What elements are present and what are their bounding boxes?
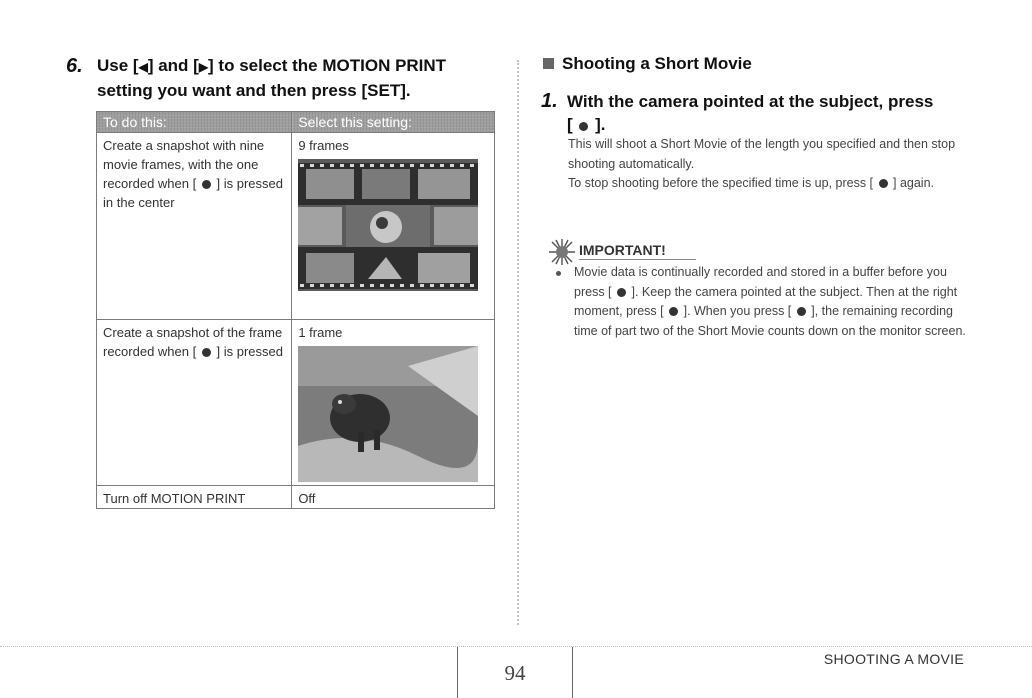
step-heading-line1: Use [◀] and [▶] to select the MOTION PRINT: [97, 56, 447, 75]
important-text: Movie data is continually recorded and stored in a buffer before you press [ ]. Keep the camera pointed at the subject. Then at the right moment, press [ ]. When you press [ ], the remaining recording time of part two of the Short Movie counts down on the monitor screen.: [574, 265, 966, 338]
step-heading-line2: [ ].: [567, 115, 606, 134]
page-number-box: [457, 647, 573, 698]
step-heading-line2: setting you want and then press [SET].: [97, 81, 411, 100]
table-cell-setting: [292, 133, 495, 320]
shutter-button-icon: [617, 288, 626, 297]
table-row: [97, 133, 495, 320]
setting-value: 9 frames: [298, 138, 349, 153]
section-marker-icon: [543, 58, 554, 69]
step-heading: [567, 90, 977, 136]
setting-value: 1 frame: [298, 325, 343, 340]
section-title: Shooting a Short Movie: [562, 54, 752, 73]
shutter-button-icon: [202, 348, 211, 357]
nine-frame-sample-image: [298, 159, 478, 291]
table-header-setting: Select this setting:: [292, 112, 495, 133]
table-header-row: [97, 112, 495, 133]
table-cell-setting: Off: [292, 486, 495, 509]
single-frame-sample-image: [298, 346, 478, 482]
important-note: [556, 263, 971, 341]
table-row: [97, 320, 495, 486]
shutter-button-icon: [879, 179, 888, 188]
step-number: 1.: [541, 90, 558, 112]
step-number: 6.: [66, 55, 83, 77]
paragraph: This will shoot a Short Movie of the length you specified and then stop shooting automatically.: [568, 137, 956, 171]
shutter-button-icon: [579, 122, 588, 131]
footer-section-label: SHOOTING A MOVIE: [823, 651, 964, 667]
step-heading: [97, 54, 507, 102]
shutter-button-icon: [202, 180, 211, 189]
table-cell-description: Turn off MOTION PRINT: [97, 486, 292, 509]
table-row: [97, 486, 495, 509]
shutter-button-icon: [797, 307, 806, 316]
important-label: IMPORTANT!: [579, 242, 696, 260]
left-arrow-icon: ◀: [138, 60, 148, 74]
step-heading-line1: With the camera pointed at the subject, press: [567, 92, 934, 111]
step-description: [568, 135, 968, 194]
shutter-button-icon: [669, 307, 678, 316]
table-cell-description: Create a snapshot of the frame recorded when [ ] is pressed: [97, 320, 292, 486]
motion-print-table: [96, 111, 495, 509]
column-divider: [517, 60, 519, 625]
table-header-action: To do this:: [97, 112, 292, 133]
bullet-icon: [556, 271, 561, 276]
table-cell-description: Create a snapshot with nine movie frames, with the one recorded when [ ] is pressed in the center: [97, 133, 292, 320]
paragraph: To stop shooting before the specified time is up, press [ ] again.: [568, 176, 935, 190]
page-number: 94: [504, 661, 526, 685]
right-arrow-icon: ▶: [198, 60, 209, 74]
table-cell-setting: [292, 320, 495, 486]
